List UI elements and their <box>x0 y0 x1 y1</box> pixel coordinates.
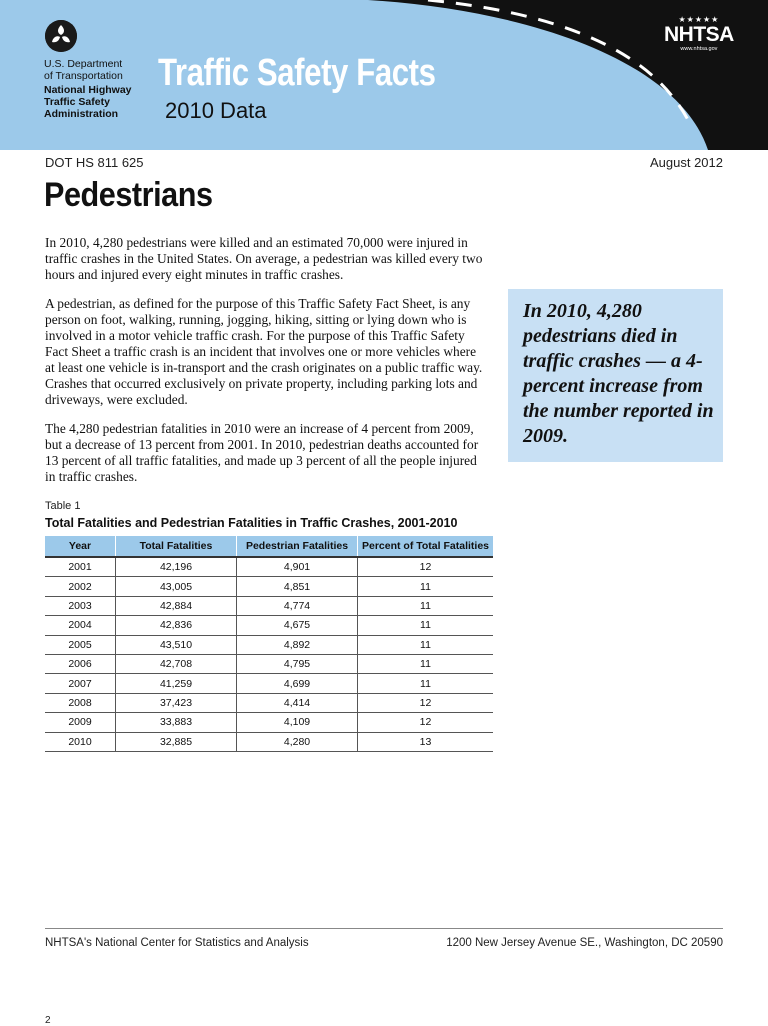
cell-percent: 11 <box>358 616 494 635</box>
cell-total: 32,885 <box>116 732 237 751</box>
cell-total: 42,884 <box>116 596 237 615</box>
table-row <box>45 596 493 615</box>
nhtsa-wordmark: NHTSA <box>664 23 734 46</box>
cell-year: 2008 <box>45 693 116 712</box>
table-row <box>45 674 493 693</box>
cell-total: 42,708 <box>116 654 237 673</box>
cell-percent: 11 <box>358 635 494 654</box>
document-number: DOT HS 811 625 <box>45 155 144 170</box>
footer-divider <box>45 928 723 929</box>
agency-block <box>44 58 132 120</box>
table-title: Total Fatalities and Pedestrian Fatalities in Traffic Crashes, 2001-2010 <box>45 516 458 530</box>
table-row <box>45 616 493 635</box>
cell-year: 2005 <box>45 635 116 654</box>
cell-pedestrian: 4,795 <box>237 654 358 673</box>
dept-line-1: U.S. Department <box>44 58 123 70</box>
cell-pedestrian: 4,675 <box>237 616 358 635</box>
cell-percent: 12 <box>358 557 494 577</box>
cell-year: 2007 <box>45 674 116 693</box>
nhtsa-line-1: National Highway <box>44 84 132 96</box>
table-row <box>45 654 493 673</box>
publication-subtitle: 2010 Data <box>165 98 267 123</box>
cell-percent: 12 <box>358 713 494 732</box>
table-row <box>45 713 493 732</box>
cell-pedestrian: 4,109 <box>237 713 358 732</box>
cell-total: 41,259 <box>116 674 237 693</box>
cell-pedestrian: 4,774 <box>237 596 358 615</box>
callout-box <box>508 289 723 462</box>
cell-total: 42,196 <box>116 557 237 577</box>
table-row <box>45 693 493 712</box>
cell-year: 2003 <box>45 596 116 615</box>
cell-percent: 12 <box>358 693 494 712</box>
cell-year: 2006 <box>45 654 116 673</box>
table-label: Table 1 <box>45 500 81 512</box>
dot-seal-logo <box>45 20 77 52</box>
cell-pedestrian: 4,851 <box>237 577 358 596</box>
cell-pedestrian: 4,414 <box>237 693 358 712</box>
cell-year: 2001 <box>45 557 116 577</box>
cell-total: 37,423 <box>116 693 237 712</box>
table-header-row <box>45 536 493 557</box>
star-icons: ★★★★★ <box>678 15 720 24</box>
header-banner <box>0 0 768 150</box>
document-date: August 2012 <box>649 155 723 170</box>
cell-year: 2002 <box>45 577 116 596</box>
table-row <box>45 635 493 654</box>
cell-percent: 11 <box>358 654 494 673</box>
page-title: Pedestrians <box>44 176 213 214</box>
cell-percent: 11 <box>358 674 494 693</box>
trend-paragraph: The 4,280 pedestrian fatalities in 2010 were an increase of 4 percent from 2009, but a decrease of 13 percent from 2001. In 2010, pedestrian deaths accounted for 13 percent of all traffic fatalities, and made up 3 percent of all the people injured in traffic crashes. <box>45 421 479 484</box>
footer-address: 1200 New Jersey Avenue SE., Washington, DC 20590 <box>446 937 723 949</box>
col-header-total: Total Fatalities <box>116 536 237 557</box>
publication-title: Traffic Safety Facts <box>158 52 436 94</box>
cell-total: 33,883 <box>116 713 237 732</box>
cell-year: 2010 <box>45 732 116 751</box>
cell-percent: 11 <box>358 577 494 596</box>
col-header-year: Year <box>45 536 116 557</box>
cell-total: 43,005 <box>116 577 237 596</box>
cell-percent: 13 <box>358 732 494 751</box>
col-header-pedestrian: Pedestrian Fatalities <box>237 536 358 557</box>
cell-percent: 11 <box>358 596 494 615</box>
cell-year: 2009 <box>45 713 116 732</box>
cell-pedestrian: 4,280 <box>237 732 358 751</box>
table-row <box>45 577 493 596</box>
table-row <box>45 557 493 577</box>
footer-center-name: NHTSA's National Center for Statistics and Analysis <box>45 937 309 949</box>
table-row <box>45 732 493 751</box>
cell-total: 43,510 <box>116 635 237 654</box>
cell-pedestrian: 4,699 <box>237 674 358 693</box>
col-header-percent: Percent of Total Fatalities <box>358 536 494 557</box>
dept-line-2: of Transportation <box>44 70 123 82</box>
nhtsa-line-3: Administration <box>44 108 119 120</box>
fatalities-table <box>45 536 493 752</box>
intro-paragraph: In 2010, 4,280 pedestrians were killed and an estimated 70,000 were injured in traffic crashes in the United States. On average, a pedestrian was killed every two hours and injured every eight minutes in traffic crashes. <box>45 235 483 282</box>
cell-pedestrian: 4,901 <box>237 557 358 577</box>
cell-year: 2004 <box>45 616 116 635</box>
cell-pedestrian: 4,892 <box>237 635 358 654</box>
nhtsa-logo <box>664 16 734 53</box>
callout-text: In 2010, 4,280 pedestrians died in traffic crashes — a 4-percent increase from the number reported in 2009. <box>523 300 714 447</box>
nhtsa-line-2: Traffic Safety <box>44 96 110 108</box>
cell-total: 42,836 <box>116 616 237 635</box>
page-number: 2 <box>45 1015 51 1026</box>
definition-paragraph: A pedestrian, as defined for the purpose of this Traffic Safety Fact Sheet, is any person on foot, walking, running, jogging, hiking, sitting or lying down who is involved in a motor vehicle traffic crash. For the purpose of this Traffic Safety Fact Sheet a traffic crash is an incident that involves one or more vehicles where at least one vehicle is in-transport and the crash originates on a public traffic way. Crashes that occurred exclusively on private property, including parking lots and driveways, were excluded. <box>45 296 483 407</box>
nhtsa-url: www.nhtsa.gov <box>680 46 718 52</box>
